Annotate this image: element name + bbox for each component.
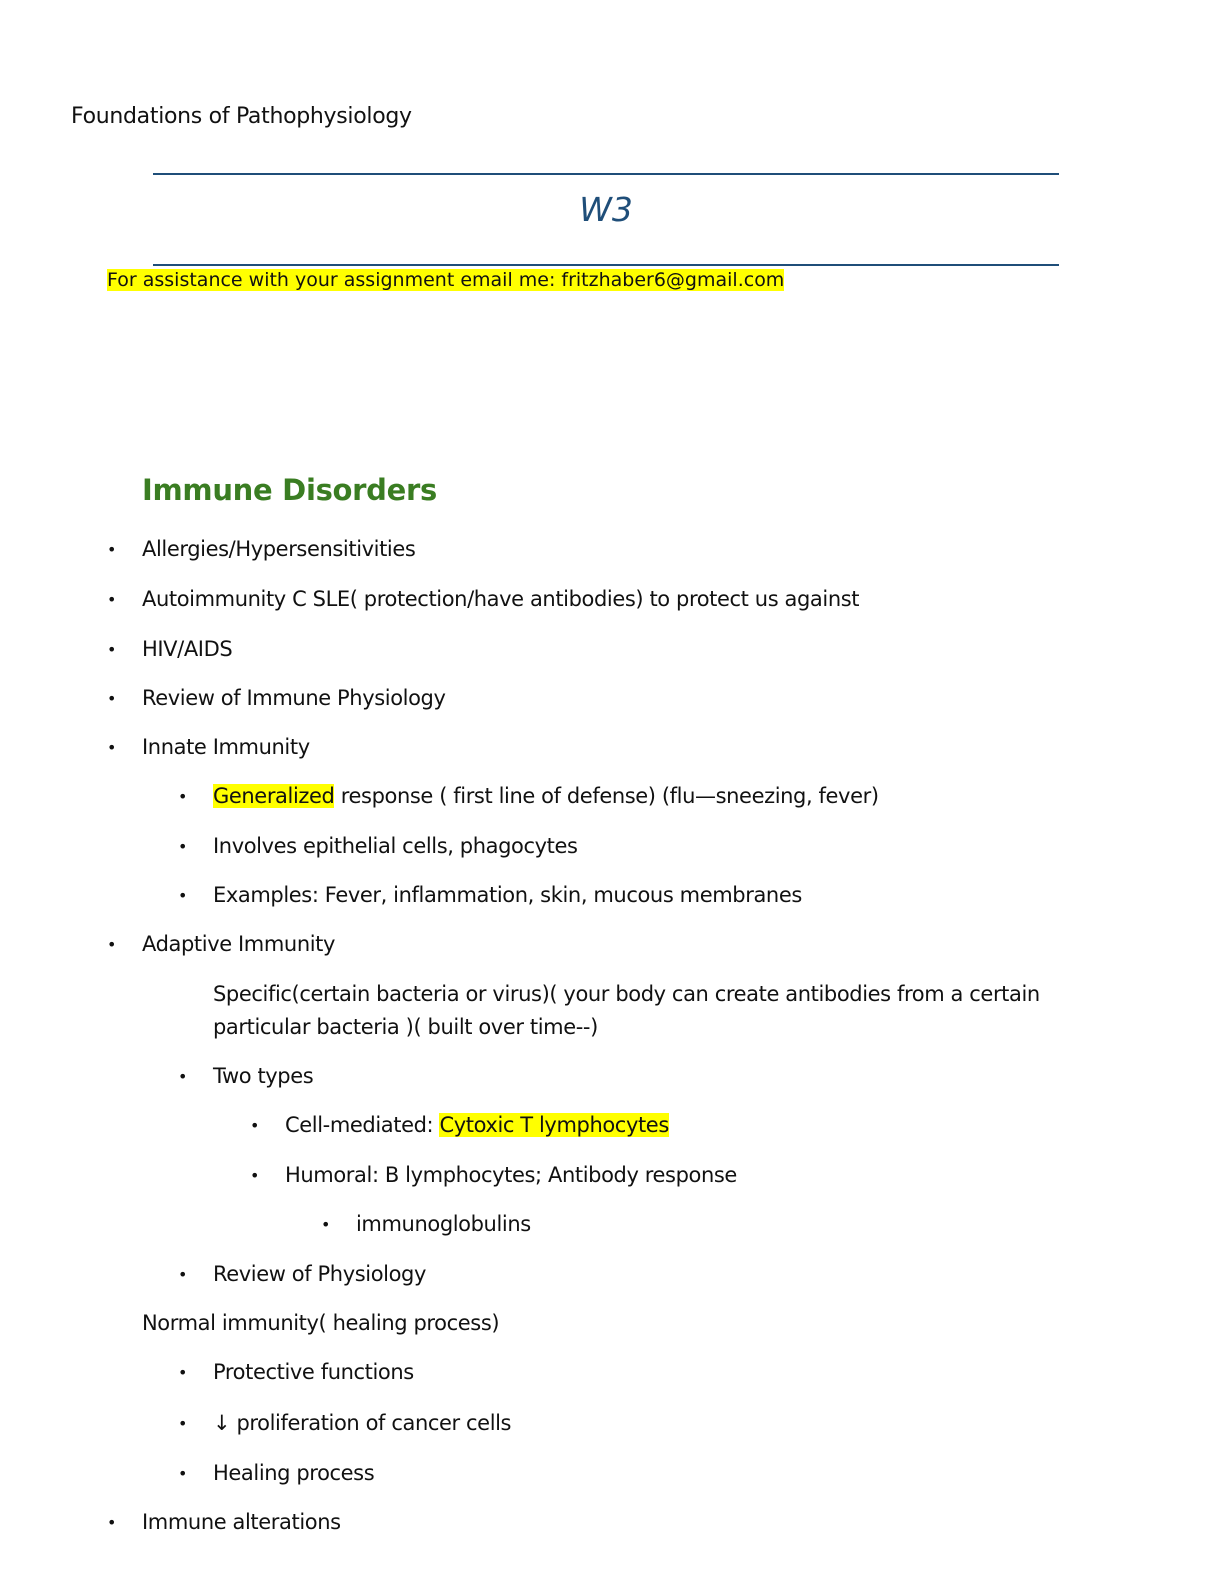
bullet: • (178, 1414, 188, 1433)
list-item: ↓ proliferation of cancer cells (213, 1411, 512, 1435)
list-item-text: Cell-mediated: (285, 1113, 440, 1137)
list-item: Healing process (213, 1461, 375, 1485)
paragraph: Normal immunity( healing process) (142, 1311, 500, 1335)
paragraph: Specific(certain bacteria or virus)( your body can create antibodies from a certain particular bacteria )( built over time--) (213, 982, 1040, 1039)
list-item (213, 780, 879, 813)
list-item: Examples: Fever, inflammation, skin, mucous membranes (213, 883, 802, 907)
list-item: Review of Immune Physiology (142, 686, 446, 710)
highlight-text: Generalized (213, 784, 335, 808)
list-item: Two types (213, 1064, 314, 1088)
assistance-highlight: For assistance with your assignment email me: fritzhaber6@gmail.com (107, 269, 785, 291)
bullet: • (107, 590, 117, 609)
title-rule-top (153, 173, 1059, 175)
bullet: • (107, 640, 117, 659)
bullet: • (250, 1116, 260, 1135)
list-item: Allergies/Hypersensitivities (142, 537, 416, 561)
list-item (285, 1109, 669, 1142)
list-item: Review of Physiology (213, 1262, 426, 1286)
running-header: Foundations of Pathophysiology (71, 104, 412, 129)
assistance-note (107, 267, 784, 293)
document-title: W3 (579, 190, 633, 229)
bullet: • (250, 1166, 260, 1185)
list-item: Autoimmunity C SLE( protection/have antibodies) to protect us against (142, 587, 860, 611)
bullet: • (107, 935, 117, 954)
list-item: Immune alterations (142, 1510, 341, 1534)
section-heading: Immune Disorders (142, 473, 437, 507)
list-item: Protective functions (213, 1360, 414, 1384)
list-item: immunoglobulins (356, 1212, 531, 1236)
bullet: • (178, 1464, 188, 1483)
bullet: • (107, 689, 117, 708)
bullet: • (178, 837, 188, 856)
bullet: • (107, 540, 117, 559)
list-item: Innate Immunity (142, 735, 310, 759)
list-item: HIV/AIDS (142, 637, 233, 661)
title-rule-bottom (153, 264, 1059, 266)
list-item: Involves epithelial cells, phagocytes (213, 834, 578, 858)
bullet: • (178, 886, 188, 905)
bullet: • (178, 1265, 188, 1284)
bullet: • (107, 1513, 117, 1532)
bullet: • (178, 1363, 188, 1382)
bullet: • (178, 787, 188, 806)
highlight-text: Cytoxic T lymphocytes (439, 1113, 669, 1137)
list-item: Humoral: B lymphocytes; Antibody response (285, 1163, 737, 1187)
list-item: Adaptive Immunity (142, 932, 336, 956)
bullet: • (321, 1215, 331, 1234)
bullet: • (178, 1067, 188, 1086)
bullet: • (107, 738, 117, 757)
list-item-text: response ( first line of defense) (flu—sneezing, fever) (334, 784, 879, 808)
